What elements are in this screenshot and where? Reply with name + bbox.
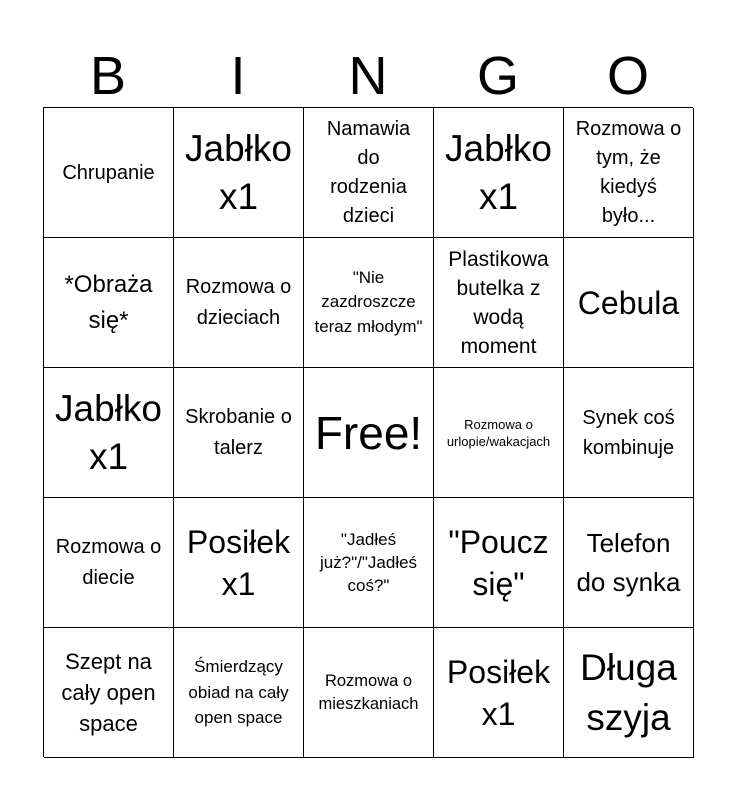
bingo-cell-text: Free! — [314, 406, 423, 459]
bingo-cell-text: Rozmowa o tym, że kiedyś było... — [575, 117, 682, 227]
bingo-cell-text: Rozmowa o urlopie/wakacjach — [446, 416, 551, 449]
bingo-cell-r4-c2[interactable] — [174, 498, 304, 628]
bingo-cell-text: Posiłek x1 — [446, 653, 551, 732]
bingo-cell-r3-c4[interactable] — [434, 368, 564, 498]
bingo-cell-text: "Nie zazdroszcze teraz młodym" — [314, 267, 423, 336]
bingo-cell-text: Plastikowa butelka z wodą moment — [448, 247, 549, 358]
bingo-cell-text: Skrobanie o talerz — [185, 405, 292, 459]
bingo-cell-r4-c3[interactable] — [304, 498, 434, 628]
bingo-cell-r1-c2[interactable] — [174, 108, 304, 238]
bingo-card — [43, 107, 693, 757]
header-letter-b: B — [89, 46, 127, 106]
bingo-cell-r2-c5[interactable] — [564, 238, 694, 368]
bingo-cell-r2-c3[interactable] — [304, 238, 434, 368]
bingo-cell-r3-c2[interactable] — [174, 368, 304, 498]
bingo-cell-text: Szept na cały open space — [61, 649, 156, 736]
header-letter-o: O — [606, 46, 649, 106]
bingo-cell-text: "Poucz się" — [448, 523, 549, 602]
bingo-cell-text: Jabłko x1 — [185, 127, 292, 217]
header-letter-g: G — [476, 46, 519, 106]
bingo-cell-r5-c1[interactable] — [44, 628, 174, 758]
bingo-cell-r3-c3[interactable] — [304, 368, 434, 498]
bingo-cell-text: Namawia do rodzenia dzieci — [326, 117, 411, 227]
bingo-cell-text: Telefon do synka — [576, 527, 681, 597]
bingo-cell-text: "Jadłeś już?"/"Jadłeś coś?" — [319, 530, 418, 595]
header-letter-i: I — [230, 46, 246, 106]
bingo-cell-r2-c4[interactable] — [434, 238, 564, 368]
bingo-cell-text: Jabłko x1 — [55, 387, 162, 477]
bingo-cell-r2-c2[interactable] — [174, 238, 304, 368]
bingo-cell-r3-c1[interactable] — [44, 368, 174, 498]
bingo-cell-text: Rozmowa o diecie — [55, 535, 162, 589]
bingo-cell-r1-c5[interactable] — [564, 108, 694, 238]
bingo-cell-r5-c2[interactable] — [174, 628, 304, 758]
bingo-cell-text: Synek coś kombinuje — [582, 406, 675, 459]
bingo-cell-r1-c1[interactable] — [44, 108, 174, 238]
bingo-cell-text: Śmierdzący obiad na cały open space — [188, 657, 289, 728]
bingo-cell-r5-c5[interactable] — [564, 628, 694, 758]
bingo-cell-text: Długa szyja — [580, 646, 677, 738]
header-letter-n: N — [348, 46, 388, 106]
bingo-cell-r4-c4[interactable] — [434, 498, 564, 628]
bingo-cell-text: Jabłko x1 — [445, 127, 552, 217]
bingo-cell-r5-c3[interactable] — [304, 628, 434, 758]
bingo-cell-text: *Obraża się* — [64, 270, 153, 334]
bingo-header — [43, 44, 693, 108]
bingo-cell-r1-c3[interactable] — [304, 108, 434, 238]
bingo-cell-r2-c1[interactable] — [44, 238, 174, 368]
bingo-cell-r3-c5[interactable] — [564, 368, 694, 498]
bingo-cell-r5-c4[interactable] — [434, 628, 564, 758]
bingo-cell-text: Rozmowa o dzieciach — [185, 275, 292, 329]
bingo-cell-text: Posiłek x1 — [186, 523, 291, 602]
bingo-cell-text: Rozmowa o mieszkaniach — [318, 671, 419, 713]
bingo-cell-text: Chrupanie — [62, 161, 155, 184]
bingo-cell-r4-c1[interactable] — [44, 498, 174, 628]
bingo-cell-text: Cebula — [577, 284, 680, 321]
bingo-cell-r1-c4[interactable] — [434, 108, 564, 238]
bingo-cell-r4-c5[interactable] — [564, 498, 694, 628]
